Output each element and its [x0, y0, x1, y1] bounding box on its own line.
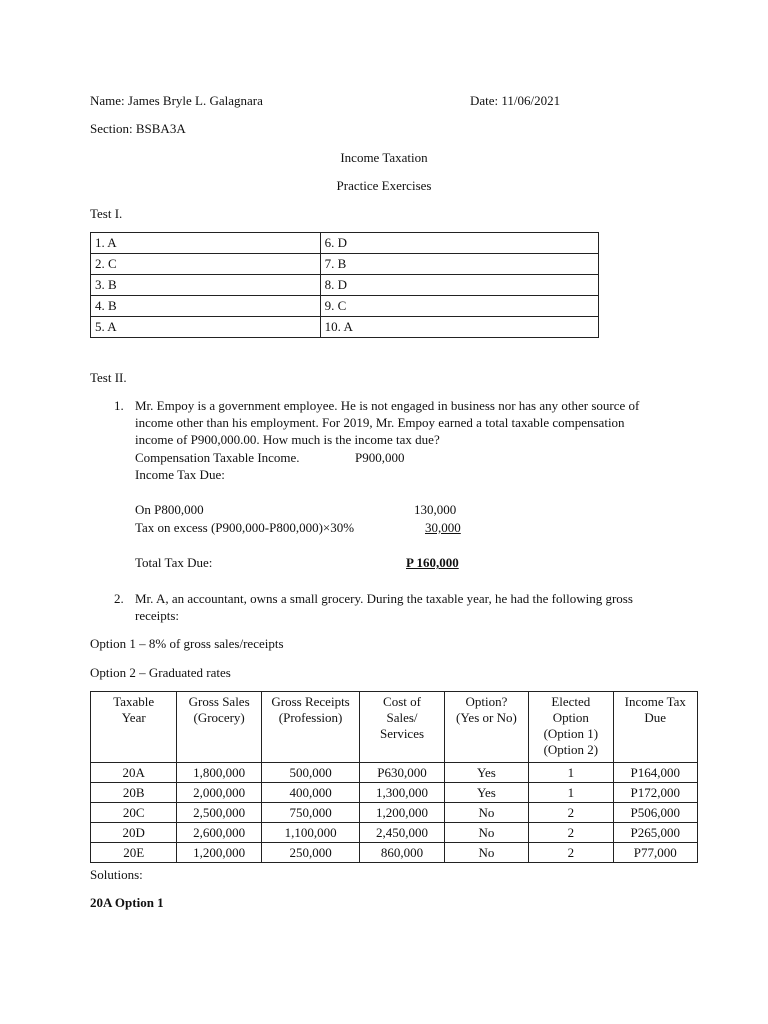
answer-cell: 2. C [91, 254, 321, 275]
test1-answer-table [90, 232, 599, 338]
column-header [360, 692, 444, 763]
column-header-line: Income Tax [624, 694, 686, 709]
column-header-line: Option [552, 710, 589, 725]
table-row [91, 275, 599, 296]
table-cell: 2 [529, 843, 613, 863]
table-cell: 2,500,000 [177, 803, 261, 823]
table-cell: 1,100,000 [261, 823, 359, 843]
table-cell: 20C [91, 803, 177, 823]
column-header-line: (Option 2) [543, 742, 599, 757]
column-header [261, 692, 359, 763]
column-header-line: Due [644, 710, 667, 725]
compensation-value: P900,000 [355, 450, 405, 465]
table-cell: 1 [529, 763, 613, 783]
table-cell: 2,600,000 [177, 823, 261, 843]
document-title: Income Taxation [340, 150, 428, 165]
q2-line-2: receipts: [135, 608, 180, 623]
answer-cell: 6. D [320, 233, 598, 254]
table-row [91, 296, 599, 317]
q2-number: 2. [114, 591, 124, 606]
q1-line-2: income other than his employment. For 2019, Mr. Empoy earned a total taxable compensation [135, 415, 625, 430]
table-cell: No [444, 843, 528, 863]
column-header [444, 692, 528, 763]
table-cell: No [444, 803, 528, 823]
total-tax-due-value: P 160,000 [406, 555, 459, 570]
column-header-line: (Yes or No) [456, 710, 517, 725]
table-cell: 860,000 [360, 843, 444, 863]
answer-cell: 5. A [91, 317, 321, 338]
table-cell: 2 [529, 823, 613, 843]
answer-cell: 7. B [320, 254, 598, 275]
on-800k-label: On P800,000 [135, 502, 204, 517]
column-header-line: Elected [551, 694, 591, 709]
table-cell: P164,000 [613, 763, 697, 783]
table-row [91, 803, 698, 823]
q1-number: 1. [114, 398, 124, 413]
column-header-line: Taxable [113, 694, 155, 709]
column-header [177, 692, 261, 763]
table-cell: 250,000 [261, 843, 359, 863]
table-row [91, 254, 599, 275]
table-row [91, 763, 698, 783]
table-cell: No [444, 823, 528, 843]
tax-on-excess-label: Tax on excess (P900,000-P800,000)×30% [135, 520, 355, 535]
column-header-line: (Profession) [278, 710, 343, 725]
tax-on-excess-value: 30,000 [425, 520, 461, 535]
table-cell: 400,000 [261, 783, 359, 803]
table-cell: 20A [91, 763, 177, 783]
option2-description: Option 2 – Graduated rates [90, 665, 231, 680]
table-cell: P506,000 [613, 803, 697, 823]
column-header-line: Services [379, 726, 425, 741]
column-header-line: Year [121, 710, 146, 725]
column-header-line: (Option 1) [543, 726, 599, 741]
table-cell: 750,000 [261, 803, 359, 823]
answer-cell: 8. D [320, 275, 598, 296]
column-header-line: Gross Receipts [271, 694, 350, 709]
column-header [529, 692, 613, 763]
table-row [91, 843, 698, 863]
answer-cell: 10. A [320, 317, 598, 338]
q1-line-3: income of P900,000.00. How much is the income tax due? [135, 432, 440, 447]
table-cell: Yes [444, 783, 528, 803]
table-cell: P265,000 [613, 823, 697, 843]
table-row [91, 823, 698, 843]
table-cell: 20E [91, 843, 177, 863]
student-name: Name: James Bryle L. Galagnara [90, 93, 263, 108]
solution-heading: 20A Option 1 [90, 895, 164, 910]
compensation-label: Compensation Taxable Income. [135, 450, 300, 465]
q2-line-1: Mr. A, an accountant, owns a small grocery. During the taxable year, he had the following gross [135, 591, 633, 606]
table-cell: 500,000 [261, 763, 359, 783]
table-cell: 1,200,000 [177, 843, 261, 863]
column-header-line: Gross Sales [188, 694, 250, 709]
table-cell: 2,000,000 [177, 783, 261, 803]
answer-cell: 9. C [320, 296, 598, 317]
table-cell: Yes [444, 763, 528, 783]
on-800k-value: 130,000 [414, 502, 457, 517]
section: Section: BSBA3A [90, 121, 186, 136]
date: Date: 11/06/2021 [470, 93, 561, 108]
column-header-line: (Grocery) [193, 710, 245, 725]
table-row [91, 233, 599, 254]
column-header [613, 692, 697, 763]
q1-line-1: Mr. Empoy is a government employee. He is not engaged in business nor has any other source of [135, 398, 640, 413]
option1-description: Option 1 – 8% of gross sales/receipts [90, 636, 284, 651]
total-tax-due-label: Total Tax Due: [135, 555, 213, 570]
table-cell: 1 [529, 783, 613, 803]
answer-cell: 1. A [91, 233, 321, 254]
column-header-line: Sales/ [386, 710, 418, 725]
table-cell: P77,000 [613, 843, 697, 863]
test1-label: Test I. [90, 206, 123, 221]
table-cell: 1,800,000 [177, 763, 261, 783]
column-header [91, 692, 177, 763]
column-header-line: Cost of [383, 694, 421, 709]
solutions-label: Solutions: [90, 867, 143, 882]
gross-receipts-table [90, 691, 698, 863]
table-cell: P630,000 [360, 763, 444, 783]
table-cell: 20D [91, 823, 177, 843]
table-cell: 1,300,000 [360, 783, 444, 803]
table-cell: P172,000 [613, 783, 697, 803]
table-cell: 1,200,000 [360, 803, 444, 823]
income-tax-due-label: Income Tax Due: [135, 467, 225, 482]
test2-label: Test II. [90, 370, 127, 385]
answer-cell: 4. B [91, 296, 321, 317]
table-row [91, 783, 698, 803]
document-subtitle: Practice Exercises [336, 178, 432, 193]
column-header-line: Option? [465, 694, 508, 709]
table-cell: 2,450,000 [360, 823, 444, 843]
answer-cell: 3. B [91, 275, 321, 296]
table-row [91, 317, 599, 338]
table-cell: 20B [91, 783, 177, 803]
table-cell: 2 [529, 803, 613, 823]
